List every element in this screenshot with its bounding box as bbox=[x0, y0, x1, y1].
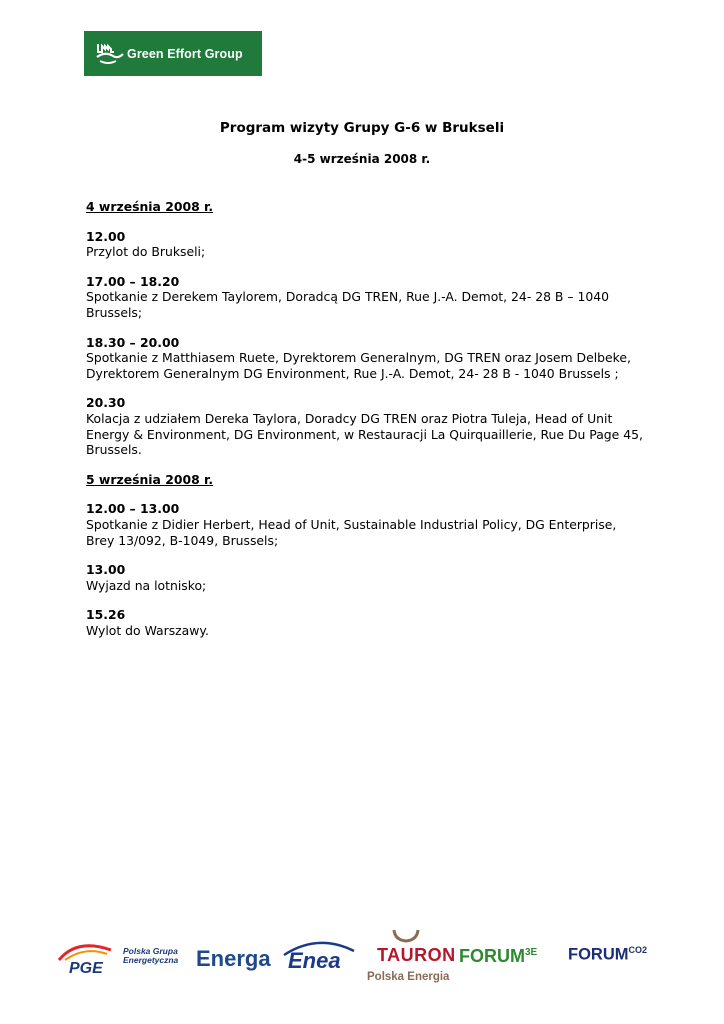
entry-time: 18.30 – 20.00 bbox=[86, 334, 180, 350]
pge-line2: Energetyczna bbox=[123, 955, 179, 965]
schedule-entry bbox=[86, 395, 646, 457]
entry-time: 13.00 bbox=[86, 562, 126, 578]
entry-time: 12.00 bbox=[86, 228, 126, 244]
tauron-subtitle: Polska Energia bbox=[367, 971, 450, 983]
pge-logo bbox=[55, 940, 115, 980]
document-subtitle: 4-5 września 2008 r. bbox=[293, 152, 431, 166]
entry-description: Spotkanie z Didier Herbert, Head of Unit, Sustainable Industrial Policy, DG Enterprise, Brey 13/092, B-1049, Brussels; bbox=[86, 516, 617, 548]
entry-time: 12.00 – 13.00 bbox=[86, 501, 180, 517]
schedule-entry bbox=[86, 607, 646, 638]
entry-description: Spotkanie z Derekem Taylorem, Doradcą DG TREN, Rue J.-A. Demot, 24- 28 B – 1040 Brussels; bbox=[86, 289, 610, 320]
forum-3e-logo bbox=[459, 946, 537, 967]
entry-description: Wylot do Warszawy. bbox=[86, 622, 209, 638]
entry-description: Spotkanie z Matthiasem Ruete, Dyrektorem Generalnym, DG TREN oraz Josem Delbeke, Dyrektorem Generalnym DG Environment, Rue J.-A. Demot, 24- 28 B - 1040 Brussels ; bbox=[86, 350, 631, 381]
green-effort-group-logo bbox=[84, 31, 262, 76]
pge-arc-icon bbox=[55, 940, 115, 962]
document-title: Program wizyty Grupy G-6 w Brukseli bbox=[219, 120, 505, 136]
pge-name: PGE bbox=[69, 960, 103, 977]
forum-co2-sup: CO2 bbox=[628, 945, 648, 955]
entry-description: Kolacja z udziałem Dereka Taylora, Doradcy DG TREN oraz Piotra Tuleja, Head of Unit Energy & Environment, DG Environment, w Restauracji La Quirquaillerie, Rue Du Page 45, Brussels. bbox=[86, 410, 643, 458]
day-heading: 5 września 2008 r. bbox=[86, 471, 214, 487]
pge-subtitle bbox=[123, 947, 178, 965]
energa-logo: Energa bbox=[196, 946, 271, 971]
day-heading: 4 września 2008 r. bbox=[86, 199, 214, 214]
schedule-entry bbox=[86, 274, 646, 321]
entry-time: 15.26 bbox=[86, 607, 126, 623]
bull-horns-icon bbox=[391, 928, 421, 946]
forum-co2-logo bbox=[568, 945, 647, 965]
enea-name: Enea bbox=[288, 948, 341, 973]
enea-logo bbox=[282, 939, 357, 979]
factory-icon bbox=[95, 41, 125, 67]
sponsor-logos bbox=[0, 925, 724, 995]
schedule-entry bbox=[86, 229, 646, 260]
entry-description: Wyjazd na lotnisko; bbox=[86, 577, 207, 593]
schedule-entry bbox=[86, 562, 646, 593]
logo-text: Green Effort Group bbox=[127, 46, 243, 61]
tauron-name: TAURON bbox=[377, 945, 456, 965]
schedule-entry bbox=[86, 335, 646, 382]
forum-3e-sup: 3E bbox=[525, 947, 538, 958]
entry-description: Przylot do Brukseli; bbox=[86, 244, 206, 260]
day-section bbox=[86, 472, 646, 639]
pge-line1: Polska Grupa bbox=[123, 946, 178, 956]
forum-3e-name: FORUM bbox=[459, 946, 525, 966]
tauron-logo bbox=[366, 928, 461, 992]
schedule-entry bbox=[86, 501, 646, 548]
schedule bbox=[86, 199, 646, 652]
day-section bbox=[86, 199, 646, 458]
entry-time: 17.00 – 18.20 bbox=[86, 273, 180, 289]
entry-time: 20.30 bbox=[86, 395, 126, 411]
forum-co2-name: FORUM bbox=[568, 945, 629, 964]
